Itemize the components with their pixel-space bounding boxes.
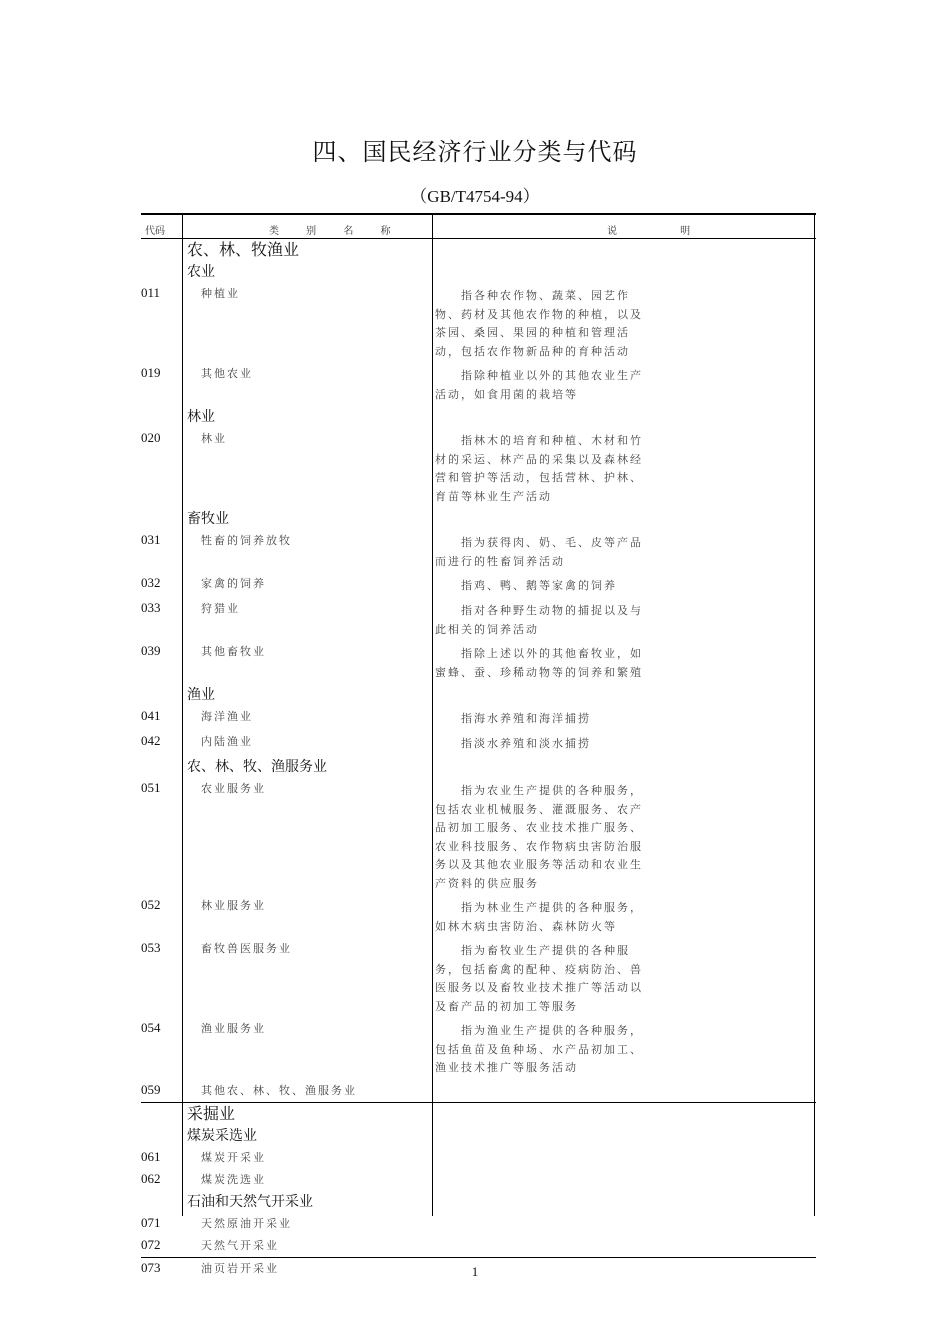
category-row [141,684,816,706]
row-name: 天然气开采业 [201,1239,279,1252]
table-row [141,1235,816,1257]
row-name: 采掘业 [187,1104,236,1123]
category-row [141,1102,816,1125]
row-description: 指为畜牧业生产提供的各种服务，包括畜禽的配种、疫病防治、兽医服务以及畜牧业技术推广等活动以及畜产品的初加工等服务 [435,944,643,1013]
row-code: 073 [141,1260,161,1275]
table-row [141,641,816,684]
standard-code: （GB/T4754-94） [410,187,540,206]
table-row [141,1169,816,1191]
row-code: 054 [141,1020,161,1035]
table-top-rule [141,213,816,215]
row-name: 农业服务业 [201,782,266,795]
table-row [141,1018,816,1080]
row-code: 019 [141,365,161,380]
row-name: 林业 [187,409,215,425]
table-row [141,706,816,731]
page-title: 四、国民经济行业分类与代码 [312,138,638,166]
row-name: 农、林、牧、渔服务业 [187,759,327,775]
row-code: 072 [141,1237,161,1252]
row-code: 032 [141,575,161,590]
row-name: 煤炭采选业 [187,1128,257,1144]
row-description: 指除上述以外的其他畜牧业，如蜜蜂、蚕、珍稀动物等的饲养和繁殖 [435,647,643,679]
row-name: 天然原油开采业 [201,1217,292,1230]
row-code: 011 [141,285,161,300]
table-row [141,598,816,641]
category-row [141,406,816,428]
row-description: 指鸡、鸭、鹅等家禽的饲养 [461,579,617,592]
table-body [141,239,816,1280]
table-row [141,573,816,598]
row-name: 畜牧业 [187,511,229,527]
row-code: 020 [141,430,161,445]
row-code: 071 [141,1215,161,1230]
row-description: 指为农业生产提供的各种服务，包括农业机械服务、灌溉服务、农产品初加工服务、农业技术推广服务、农业科技服务、农作物病虫害防治服务以及其他农业服务等活动和农业生产资料的供应服务 [435,784,643,890]
row-name: 内陆渔业 [201,735,253,748]
row-code: 059 [141,1082,161,1097]
row-name: 畜牧兽医服务业 [201,942,292,955]
row-code: 042 [141,733,161,748]
row-description: 指淡水养殖和淡水捕捞 [461,737,591,750]
row-code: 052 [141,897,161,912]
row-name: 煤炭洗选业 [201,1173,266,1186]
table-row [141,1080,816,1102]
row-name: 其他畜牧业 [201,645,266,658]
row-name: 渔业服务业 [201,1022,266,1035]
row-name: 石油和天然气开采业 [187,1194,313,1210]
row-description: 指对各种野生动物的捕捉以及与此相关的饲养活动 [435,604,643,636]
header-desc: 说 明 [607,226,721,237]
category-row [141,1191,816,1213]
row-name: 渔业 [187,687,215,703]
row-description: 指海水养殖和海洋捕捞 [461,712,591,725]
row-name: 种植业 [201,287,240,300]
category-row [141,261,816,283]
row-description: 指为林业生产提供的各种服务，如林木病虫害防治、森林防火等 [435,901,643,933]
table-row [141,895,816,938]
row-name: 海洋渔业 [201,710,253,723]
row-code: 051 [141,780,161,795]
row-name: 农业 [187,264,215,280]
row-name: 煤炭开采业 [201,1151,266,1164]
row-code: 031 [141,532,161,547]
table-row [141,1147,816,1169]
table-row [141,1213,816,1235]
row-description: 指林木的培育和种植、木材和竹材的采运、林产品的采集以及森林经营和管护等活动，包括营林、护林、育苗等林业生产活动 [435,434,643,503]
row-name: 其他农业 [201,367,253,380]
category-row [141,756,816,778]
row-name: 狩猎业 [201,602,240,615]
row-code: 061 [141,1149,161,1164]
row-code: 041 [141,708,161,723]
header-code: 代码 [145,226,165,237]
row-code: 062 [141,1171,161,1186]
table-row [141,938,816,1018]
row-code: 053 [141,940,161,955]
row-code: 033 [141,600,161,615]
row-name: 牲畜的饲养放牧 [201,534,292,547]
industry-table [141,213,816,1275]
row-description: 指为渔业生产提供的各种服务，包括鱼苗及鱼种场、水产品初加工、渔业技术推广等服务活动 [435,1024,643,1074]
row-name: 其他农、林、牧、渔服务业 [201,1084,357,1097]
row-name: 林业服务业 [201,899,266,912]
category-row [141,239,816,261]
row-code: 039 [141,643,161,658]
table-row [141,530,816,573]
row-description: 指各种农作物、蔬菜、园艺作物、药材及其他农作物的种植，以及茶园、桑园、果园的种植和管理活动，包括农作物新品种的育种活动 [435,289,643,358]
table-row [141,363,816,406]
row-description: 指除种植业以外的其他农业生产活动，如食用菌的栽培等 [435,369,643,401]
page-number: 1 [471,1264,479,1279]
table-row [141,428,816,508]
table-row [141,778,816,895]
row-name: 农、林、牧渔业 [187,240,300,259]
header-name: 类 别 名 称 [269,226,403,237]
category-row [141,1125,816,1147]
table-row [141,283,816,363]
row-name: 林业 [201,432,227,445]
row-name: 油页岩开采业 [201,1262,279,1275]
row-name: 家禽的饲养 [201,577,266,590]
category-row [141,508,816,530]
row-description: 指为获得肉、奶、毛、皮等产品而进行的牲畜饲养活动 [435,536,643,568]
table-row [141,731,816,756]
